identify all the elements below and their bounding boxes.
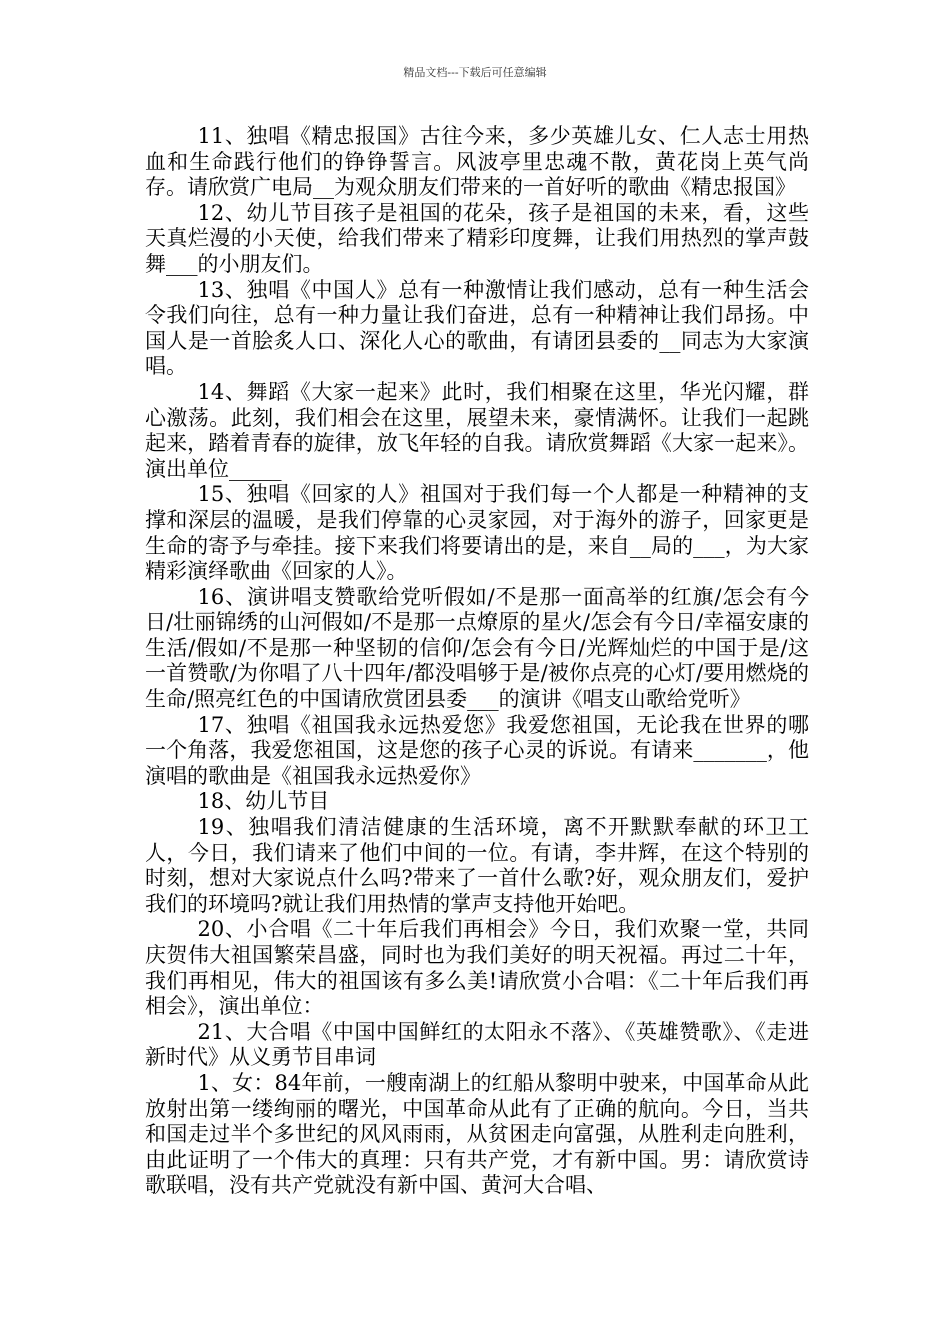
page-header: 精品文档---下载后可任意编辑 bbox=[403, 66, 547, 79]
document-body bbox=[145, 124, 809, 1199]
paragraph-item-19: 19、独唱我们清洁健康的生活环境，离不开默默奉献的环卫工人，今日，我们请来了他们中间的一位。有请，李井辉，在这个特别的时刻，想对大家说点什么吗?带来了一首什么歌?好，观众朋友们，爱护我们的环境吗?就让我们用热情的掌声支持他开始吧。 bbox=[145, 815, 809, 916]
paragraph-item-20: 20、小合唱《二十年后我们再相会》今日，我们欢聚一堂，共同庆贺伟大祖国繁荣昌盛，同时也为我们美好的明天祝福。再过二十年，我们再相见，伟大的祖国该有多么美!请欣赏小合唱：《二十年后我们再相会》，演出单位： bbox=[145, 917, 809, 1019]
paragraph-item-17: 17、独唱《祖国我永远热爱您》我爱您祖国，无论我在世界的哪一个角落，我爱您祖国，这是您的孩子心灵的诉说。有请来_______，他演唱的歌曲是《祖国我永远热爱你》 bbox=[145, 712, 809, 788]
paragraph-item-script-1: 1、女：84年前，一艘南湖上的红船从黎明中驶来，中国革命从此放射出第一缕绚丽的曙光，中国革命从此有了正确的航向。今日，当共和国走过半个多世纪的风风雨雨，从贫困走向富强，从胜利走向胜利，由此证明了一个伟大的真理：只有共产党，才有新中国。男：请欣赏诗歌联唱，没有共产党就没有新中国、黄河大合唱、 bbox=[145, 1070, 809, 1198]
paragraph-item-21: 21、大合唱《中国中国鲜红的太阳永不落》、《英雄赞歌》、《走进新时代》从义勇节目串词 bbox=[145, 1019, 809, 1070]
paragraph-item-15: 15、独唱《回家的人》祖国对于我们每一个人都是一种精神的支撑和深层的温暖，是我们停靠的心灵家园，对于海外的游子，回家更是生命的寄予与牵挂。接下来我们将要请出的是，来自__局的___，为大家精彩演绎歌曲《回家的人》。 bbox=[145, 482, 809, 584]
paragraph-item-18: 18、幼儿节目 bbox=[197, 789, 330, 814]
paragraph-item-16: 16、演讲唱支赞歌给党听假如/不是那一面高举的红旗/怎会有今日/壮丽锦绣的山河假如/不是那一点燎原的星火/怎会有今日/幸福安康的生活/假如/不是那一种坚韧的信仰/怎会有今日/光辉灿烂的中国于是/这一首赞歌/为你唱了八十四年/都没唱够于是/被你点亮的心灯/要用燃烧的生命/照亮红色的中国请欣赏团县委___的演讲《唱支山歌给党听》 bbox=[145, 584, 809, 712]
paragraph-item-12: 12、幼儿节目孩子是祖国的花朵，孩子是祖国的未来，看，这些天真烂漫的小天使，给我们带来了精彩印度舞，让我们用热烈的掌声鼓舞___的小朋友们。 bbox=[145, 200, 809, 276]
paragraph-item-13: 13、独唱《中国人》总有一种激情让我们感动，总有一种生活会令我们向往，总有一种力量让我们奋进，总有一种精神让我们昂扬。中国人是一首脍炙人口、深化人心的歌曲，有请团县委的__同志为大家演唱。 bbox=[145, 277, 809, 379]
paragraph-item-11: 11、独唱《精忠报国》古往今来，多少英雄儿女、仁人志士用热血和生命践行他们的铮铮誓言。风波亭里忠魂不散，黄花岗上英气尚存。请欣赏广电局__为观众朋友们带来的一首好听的歌曲《精忠报国》 bbox=[145, 124, 809, 200]
paragraph-item-14: 14、舞蹈《大家一起来》此时，我们相聚在这里，华光闪耀，群心激荡。此刻，我们相会在这里，展望未来，豪情满怀。让我们一起跳起来，踏着青春的旋律，放飞年轻的自我。请欣赏舞蹈《大家一起来》。演出单位_____ bbox=[145, 379, 809, 481]
